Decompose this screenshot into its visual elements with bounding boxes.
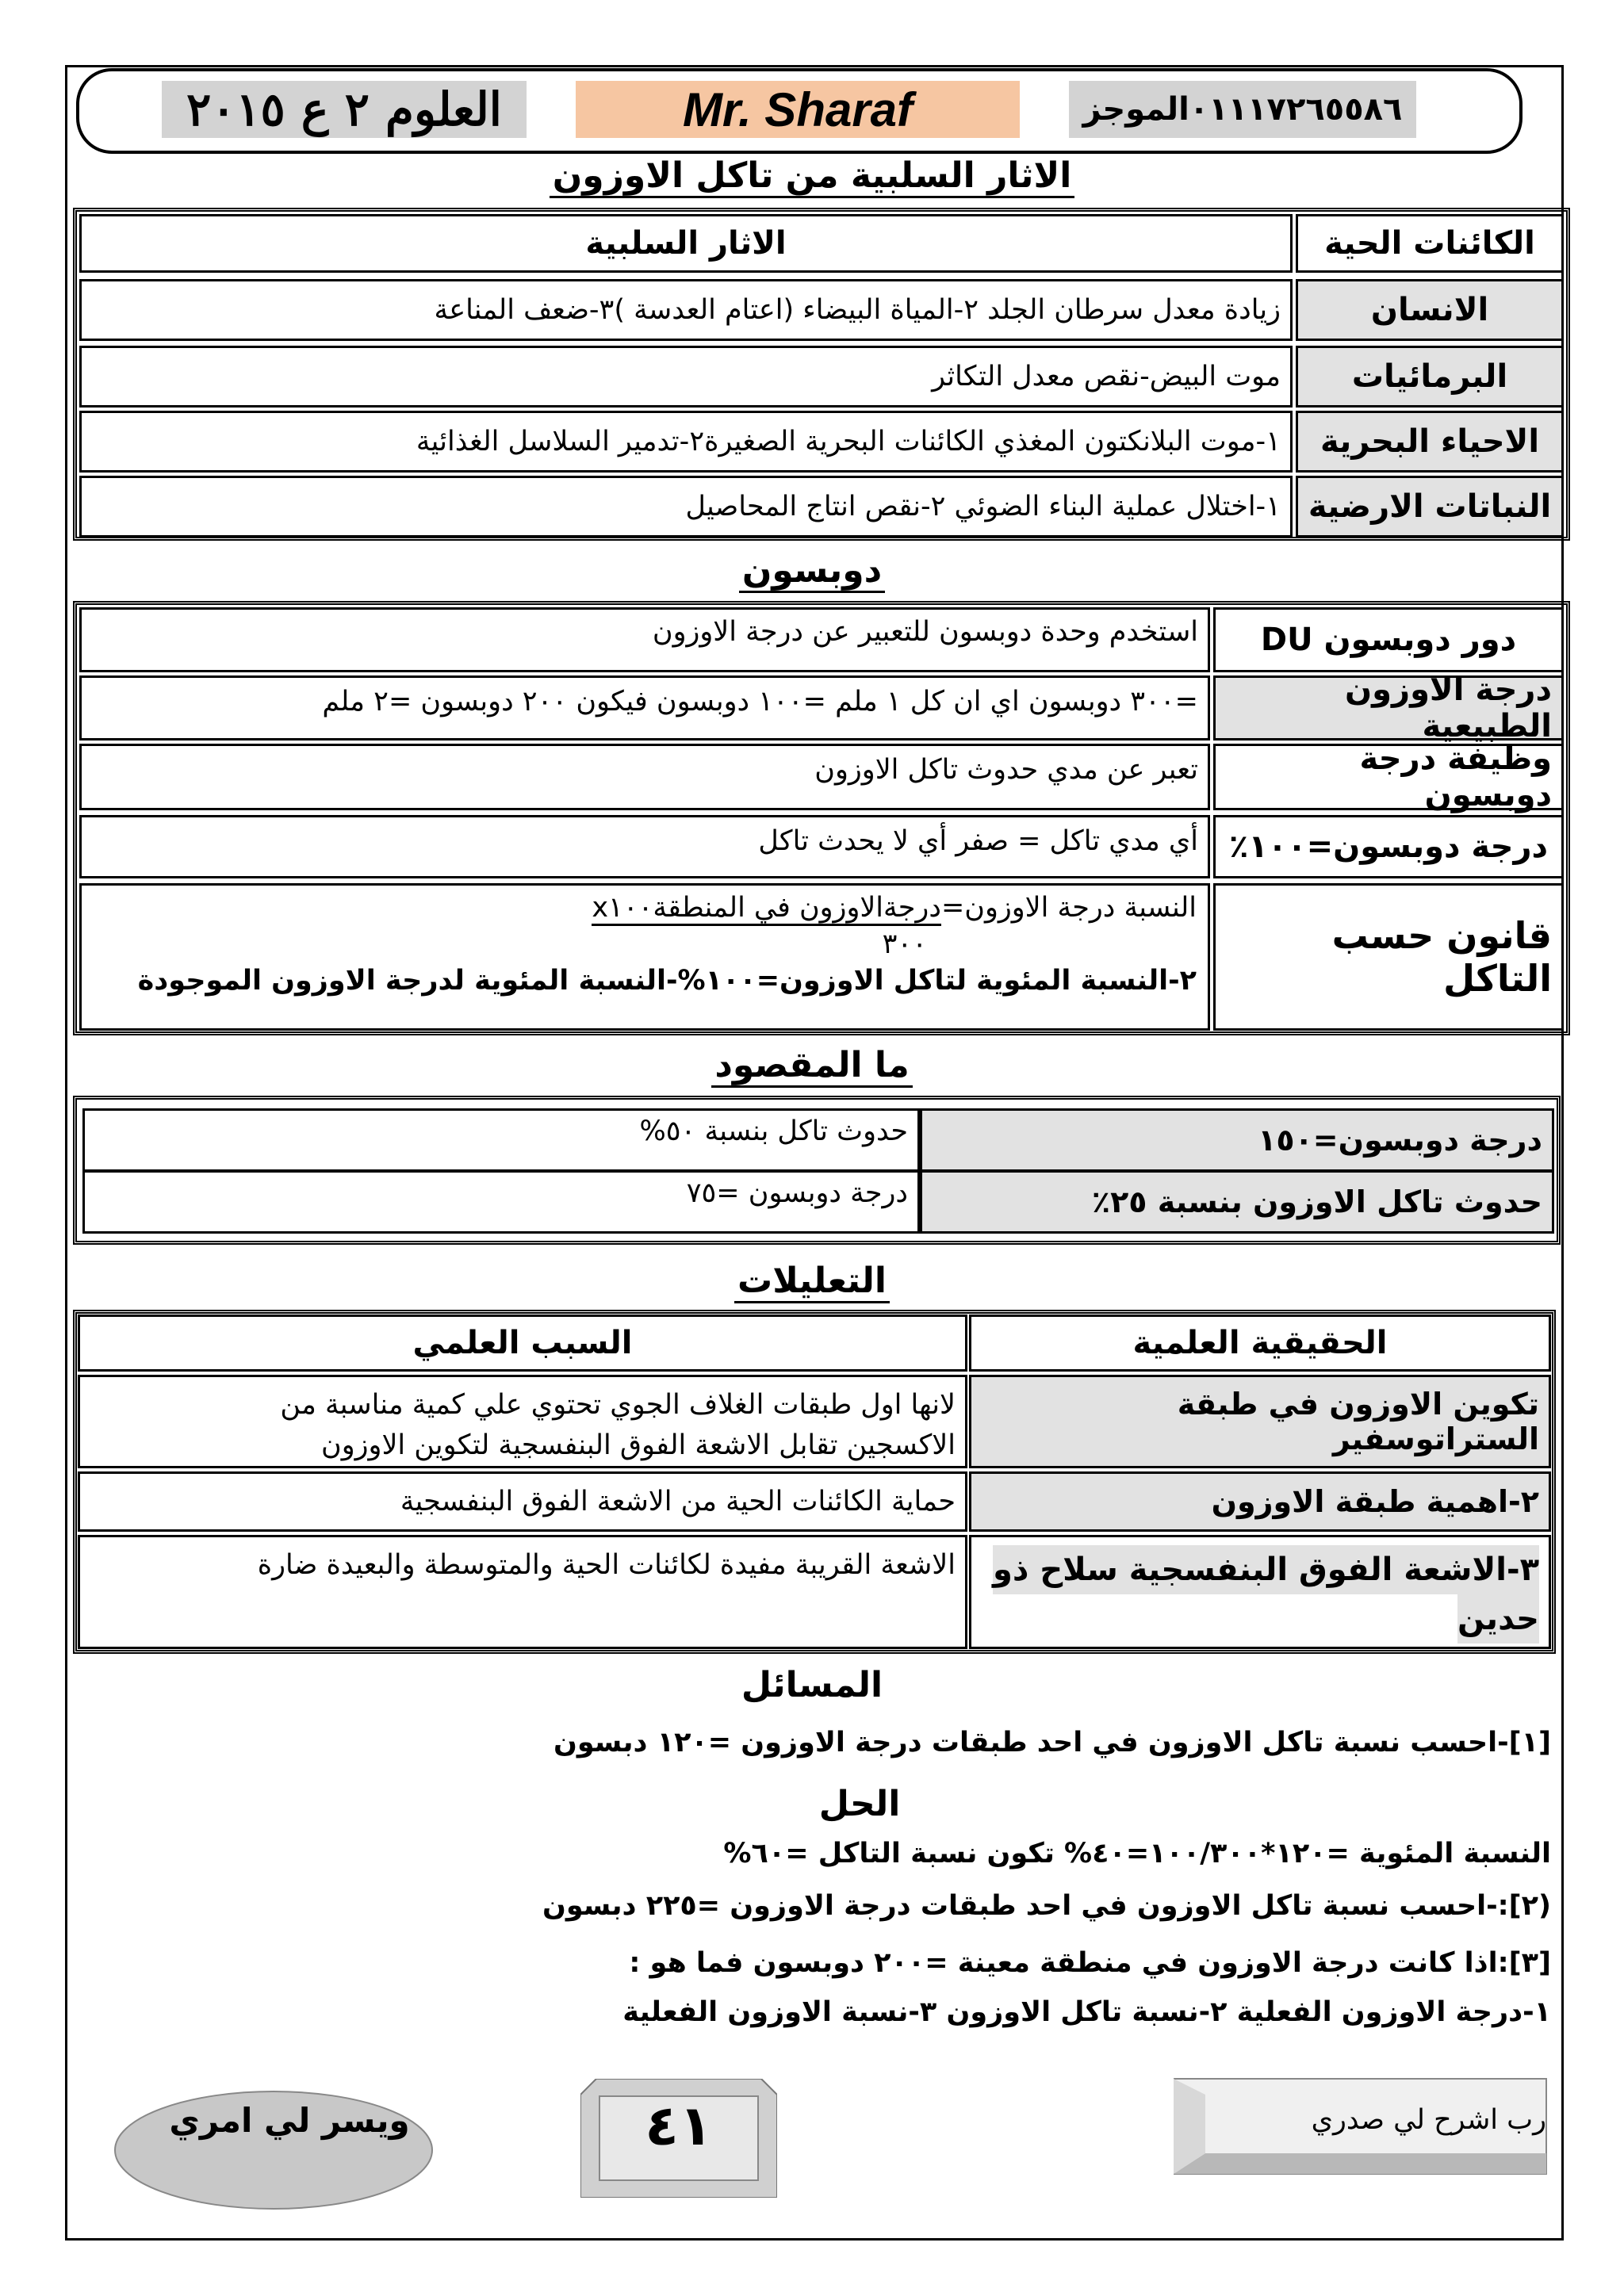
- col-header-fact: الحقيقية العلمية: [969, 1314, 1551, 1372]
- teacher-name: Mr. Sharaf: [576, 81, 1020, 138]
- page-number: ٤١: [645, 2093, 713, 2158]
- effect-marine: ١-موت البلانكتون المغذي الكائنات البحرية الصغيرة٢-تدمير السلاسل الغذائية: [79, 411, 1293, 473]
- effect-plants: ١-اختلال عملية البناء الضوئي ٢-نقص انتاج المحاصيل: [79, 476, 1293, 538]
- meaning-erosion-25-value: درجة دوبسون =٧٥: [82, 1170, 920, 1234]
- dobson-100-value: أي مدي تاكل = صفر أي لا يحدث تاكل: [79, 815, 1210, 878]
- fact-uv-double-edged: [969, 1535, 1551, 1649]
- reason-line-2: الاكسجين تقابل الاشعة الفوق البنفسجية لتكوين الاوزون: [321, 1429, 956, 1461]
- dobson-role-value: استخدم وحدة دوبسون للتعبير عن درجة الاوزون: [79, 607, 1210, 672]
- meaning-dobson-150-value: حدوث تاكل بنسبة ٥٠%: [82, 1108, 920, 1172]
- organism-plants: النباتات الارضية: [1296, 476, 1564, 538]
- law-line-2: ٣٠٠: [882, 928, 927, 960]
- dobson-function-key: وظيفة درجة دوبسون: [1213, 744, 1564, 810]
- dobson-role-key: دور دوبسون DU: [1213, 607, 1564, 672]
- prayer-left-text: ويسر لي امري: [169, 2101, 410, 2140]
- problem-1: [١]-احسب نسبة تاكل الاوزون في احد طبقات درجة الاوزون =١٢٠ دبسون: [553, 1727, 1551, 1758]
- section-title-dobson: دوبسون: [0, 550, 1624, 591]
- section-title-explanations: التعليلات: [0, 1261, 1624, 1301]
- reason-uv-double-edged: الاشعة القريبة مفيدة لكائنات الحية والمتوسطة والبعيدة ضارة: [78, 1535, 967, 1649]
- fact-uv-line-1: ٣-الاشعة الفوق البنفسجية سلاح ذو: [993, 1545, 1539, 1594]
- prayer-right-text: رب اشرح لي صدري: [1311, 2104, 1546, 2136]
- fact-ozone-formation: تكوين الاوزون في طبقة الستراتوسفير: [969, 1375, 1551, 1468]
- natural-ozone-key: درجة الاوزون الطبيعية: [1213, 675, 1564, 740]
- fact-ozone-importance: ٢-اهمية طبقة الاوزون: [969, 1471, 1551, 1532]
- solution-text: النسبة المئوية =١٢٠*١٠٠/٣٠٠=٤٠% تكون نسبة التاكل =٦٠%: [723, 1838, 1551, 1869]
- erosion-law-key: قانون حسب التاكل: [1213, 883, 1564, 1031]
- phone-number: ٠١١١٧٢٦٥٥٨٦الموجز: [1069, 81, 1416, 138]
- dobson-100-key: درجة دوبسون=١٠٠٪: [1213, 815, 1564, 878]
- section-title-negative-effects: الاثار السلبية من تاكل الاوزون: [0, 155, 1624, 196]
- organism-amphibians: البرمائيات: [1296, 346, 1564, 408]
- organism-human: الانسان: [1296, 279, 1564, 341]
- organism-marine: الاحياء البحرية: [1296, 411, 1564, 473]
- section-title-problems: المسائل: [741, 1665, 883, 1705]
- dobson-function-value: تعبر عن مدي حدوث تاكل الاوزون: [79, 744, 1210, 810]
- col-header-organisms: الكائنات الحية: [1296, 214, 1564, 273]
- law-line-1: النسبة درجة الاوزون=درجةالاوزون في المنطقةx١٠٠: [93, 892, 1197, 924]
- reason-ozone-formation: [78, 1375, 967, 1468]
- reason-line-1: لانها اول طبقات الغلاف الجوي تحتوي علي كمية مناسبة من: [280, 1389, 956, 1421]
- subject-year-label: العلوم ٢ ع ٢٠١٥: [162, 81, 527, 138]
- col-header-effects: الاثار السلبية: [79, 214, 1293, 273]
- meaning-erosion-25-key: حدوث تاكل الاوزون بنسبة ٢٥٪: [920, 1170, 1554, 1234]
- natural-ozone-value: =٣٠٠ دوبسون اي ان كل ١ ملم =١٠٠ دوبسون فيكون ٢٠٠ دوبسون =٢ ملم: [79, 675, 1210, 740]
- problem-2: (٢]:-احسب نسبة تاكل الاوزون في احد طبقات درجة الاوزون =٢٢٥ دبسون: [542, 1890, 1551, 1922]
- problem-3: [٣]:اذا كانت درجة الاوزون في منطقة معينة =٢٠٠ دوبسون فما هو :: [629, 1947, 1551, 1979]
- reason-ozone-importance: حماية الكائنات الحية من الاشعة الفوق البنفسجية: [78, 1471, 967, 1532]
- solution-title: الحل: [818, 1784, 901, 1824]
- law-line-3: ٢-النسبة المئوية لتاكل الاوزون=١٠٠%-النسبة المئوية لدرجة الاوزون الموجودة: [137, 965, 1197, 997]
- effect-amphibians: موت البيض-نقص معدل التكاثر: [79, 346, 1293, 408]
- footer-ellipse: [111, 2079, 444, 2214]
- problem-3-items: ١-درجة الاوزون الفعلية ٢-نسبة تاكل الاوزون ٣-نسبة الاوزون الفعلية: [622, 1996, 1551, 2028]
- effect-human: زيادة معدل سرطان الجلد ٢-المياة البيضاء (اعتام العدسة )٣-ضعف المناعة: [79, 279, 1293, 341]
- erosion-law-value: [79, 883, 1210, 1031]
- col-header-reason: السبب العلمي: [78, 1314, 967, 1372]
- meaning-dobson-150-key: درجة دوبسون=١٥٠: [920, 1108, 1554, 1172]
- section-title-meaning: ما المقصود: [0, 1045, 1624, 1085]
- fact-uv-line-2: حدين: [1457, 1594, 1539, 1644]
